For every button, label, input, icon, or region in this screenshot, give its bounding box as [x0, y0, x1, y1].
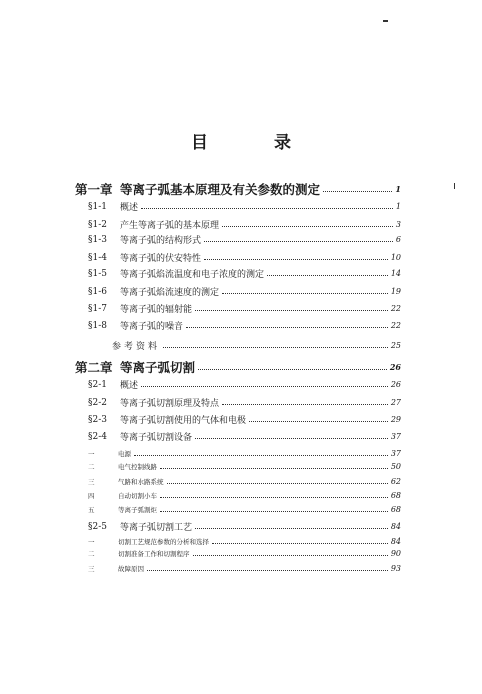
leader-dots: [323, 191, 392, 192]
entry-page-number: 14: [390, 269, 401, 278]
entry-title: 参考资料: [112, 342, 161, 352]
entry-number: §1-7: [88, 303, 107, 314]
toc-entry: [88, 396, 401, 409]
entry-title: 等离子弧的噪音: [120, 322, 184, 332]
leader-dots: [186, 327, 388, 328]
entry-number: §1-6: [88, 286, 107, 297]
entry-page-number: 1: [395, 184, 401, 194]
entry-page-number: 50: [390, 462, 401, 471]
leader-dots: [222, 404, 388, 405]
entry-number: §2-1: [88, 379, 107, 390]
leader-dots: [195, 438, 388, 439]
entry-title: 等离子弧割炬: [118, 506, 157, 514]
entry-title: 气路和水路系统: [118, 478, 164, 486]
entry-title: 等离子弧基本原理及有关参数的测定: [120, 182, 321, 197]
entry-page-number: 84: [390, 522, 401, 531]
toc-entry: [88, 302, 401, 315]
entry-page-number: 1: [395, 202, 401, 211]
entry-page-number: 37: [390, 432, 401, 441]
toc-entry: [88, 430, 401, 443]
entry-page-number: 3: [395, 220, 401, 229]
leader-dots: [204, 241, 393, 242]
scan-mark-top: [383, 20, 388, 22]
entry-title: 概述: [120, 203, 139, 213]
entry-number: 一: [88, 538, 95, 546]
entry-title: 故障原因: [118, 565, 144, 573]
leader-dots: [195, 310, 388, 311]
entry-page-number: 37: [390, 449, 401, 458]
entry-title: 等离子弧焰流温度和电子浓度的测定: [120, 270, 265, 280]
leader-dots: [222, 226, 393, 227]
entry-number: §1-8: [88, 320, 107, 331]
entry-number: §2-3: [88, 414, 107, 425]
entry-title: 等离子弧切割工艺: [120, 523, 193, 533]
leader-dots: [163, 347, 388, 348]
entry-number: §1-4: [88, 252, 107, 263]
entry-title: 产生等离子弧的基本原理: [120, 221, 220, 231]
toc-entry: [88, 233, 401, 246]
entry-title: 等离子弧切割设备: [120, 433, 193, 443]
entry-page-number: 68: [390, 491, 401, 500]
leader-dots: [141, 208, 393, 209]
entry-number: 二: [88, 550, 95, 558]
toc-entry: [112, 339, 401, 352]
entry-page-number: 62: [390, 477, 401, 486]
entry-title: 自动切割小车: [118, 492, 157, 500]
toc-title: 目 录: [191, 133, 321, 153]
leader-dots: [141, 386, 388, 387]
entry-title: 等离子弧焰流速度的测定: [120, 288, 220, 298]
entry-page-number: 25: [390, 341, 401, 350]
toc-entry: [88, 549, 401, 558]
leader-dots: [249, 421, 388, 422]
entry-number: §2-2: [88, 397, 107, 408]
entry-title: 等离子弧的辐射能: [120, 305, 193, 315]
entry-title: 电源: [118, 450, 131, 458]
toc-entry: [75, 180, 401, 198]
toc-entry: [88, 449, 401, 458]
toc-entry: [88, 267, 401, 280]
leader-dots: [147, 570, 388, 571]
leader-dots: [160, 511, 388, 512]
entry-title: 等离子弧的伏安特性: [120, 254, 202, 264]
entry-page-number: 27: [390, 398, 401, 407]
toc-entry: [88, 537, 401, 546]
entry-title: 电气控制线路: [118, 463, 157, 471]
leader-dots: [160, 468, 388, 469]
toc-entry: [88, 251, 401, 264]
toc-entry: [88, 491, 401, 500]
entry-title: 切割准备工作和切割程序: [118, 550, 190, 558]
entry-number: 四: [88, 492, 95, 500]
entry-page-number: 6: [395, 235, 401, 244]
entry-page-number: 22: [390, 321, 401, 330]
entry-title: 切割工艺规范参数的分析和选择: [118, 538, 209, 546]
entry-number: §1-2: [88, 219, 107, 230]
leader-dots: [198, 369, 387, 370]
entry-page-number: 68: [390, 505, 401, 514]
leader-dots: [204, 259, 388, 260]
leader-dots: [193, 555, 388, 556]
entry-number: §1-5: [88, 268, 107, 279]
toc-entry: [88, 413, 401, 426]
leader-dots: [160, 497, 388, 498]
toc-entry: [88, 200, 401, 213]
toc-entry: [88, 564, 401, 573]
leader-dots: [222, 293, 388, 294]
entry-number: 二: [88, 463, 95, 471]
entry-title: 概述: [120, 381, 139, 391]
leader-dots: [167, 483, 388, 484]
entry-number: 第一章: [75, 182, 113, 197]
toc-entry: [88, 285, 401, 298]
toc-entry: [88, 505, 401, 514]
entry-number: §1-3: [88, 234, 107, 245]
entry-title: 等离子弧切割原理及特点: [120, 399, 220, 409]
toc-entry: [88, 477, 401, 486]
entry-page-number: 90: [390, 549, 401, 558]
entry-page-number: 26: [389, 362, 401, 372]
entry-title: 等离子弧的结构形式: [120, 236, 202, 246]
entry-number: 三: [88, 478, 95, 486]
toc-entry: [88, 218, 401, 231]
entry-title: 等离子弧切割使用的气体和电极: [120, 416, 247, 426]
toc-entry: [75, 358, 401, 376]
scan-mark-right: [454, 183, 455, 189]
entry-number: 一: [88, 450, 95, 458]
toc-entry: [88, 520, 401, 533]
leader-dots: [212, 543, 388, 544]
entry-page-number: 19: [390, 287, 401, 296]
entry-page-number: 84: [390, 537, 401, 546]
entry-page-number: 26: [390, 380, 401, 389]
leader-dots: [267, 275, 388, 276]
entry-number: 三: [88, 565, 95, 573]
entry-page-number: 10: [390, 253, 401, 262]
entry-title: 等离子弧切割: [120, 360, 196, 375]
entry-number: §2-4: [88, 431, 107, 442]
toc-entry: [88, 319, 401, 332]
toc-entry: [88, 462, 401, 471]
entry-number: 五: [88, 506, 95, 514]
entry-page-number: 29: [390, 415, 401, 424]
entry-number: §2-5: [88, 521, 107, 532]
toc-entry: [88, 378, 401, 391]
leader-dots: [134, 455, 388, 456]
leader-dots: [195, 528, 388, 529]
entry-number: §1-1: [88, 201, 107, 212]
entry-page-number: 22: [390, 304, 401, 313]
entry-number: 第二章: [75, 360, 113, 375]
entry-page-number: 93: [390, 564, 401, 573]
